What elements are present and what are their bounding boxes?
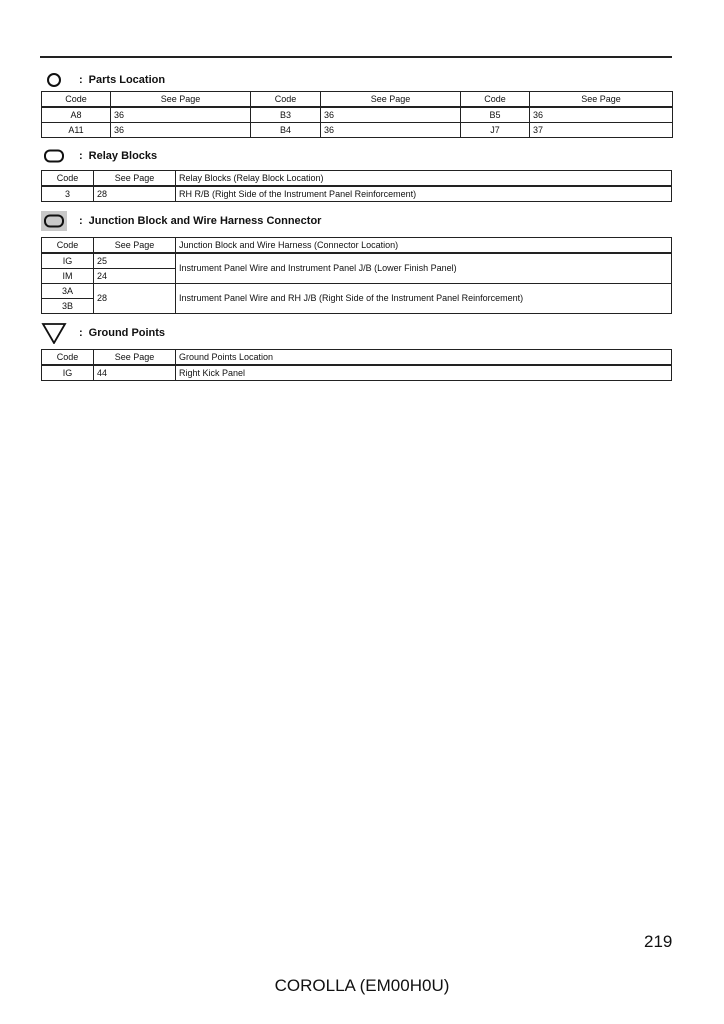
code-cell: IM — [42, 269, 94, 284]
junction-block-heading — [41, 211, 321, 231]
table-row — [42, 186, 672, 202]
page-cell: 36 — [111, 107, 251, 123]
table-header-row — [42, 238, 672, 254]
model-footer: COROLLA (EM00H0U) — [274, 976, 450, 995]
column-header: See Page — [94, 238, 176, 254]
table-row — [42, 253, 672, 269]
code-cell: A8 — [42, 107, 111, 123]
column-header: Code — [251, 92, 321, 108]
circle-icon — [41, 70, 67, 90]
location-cell: Instrument Panel Wire and RH J/B (Right Side of the Instrument Panel Reinforcement) — [176, 284, 672, 314]
code-cell: 3A — [42, 284, 94, 299]
table-header-row — [42, 350, 672, 366]
page-cell: 36 — [321, 123, 461, 138]
column-header: See Page — [94, 171, 176, 187]
heading-colon: : — [79, 150, 83, 162]
code-cell: IG — [42, 365, 94, 381]
page-cell: 28 — [94, 186, 176, 202]
location-cell: Instrument Panel Wire and Instrument Panel J/B (Lower Finish Panel) — [176, 253, 672, 284]
section-title: Relay Blocks — [88, 150, 158, 162]
ground-points-heading — [41, 323, 165, 343]
relay-blocks-table — [41, 170, 672, 202]
column-header: Code — [42, 171, 94, 187]
table-row — [42, 123, 673, 138]
code-cell: IG — [42, 253, 94, 269]
location-cell: Right Kick Panel — [176, 365, 672, 381]
table-row — [42, 365, 672, 381]
page-cell: 36 — [321, 107, 461, 123]
code-cell: A11 — [42, 123, 111, 138]
column-header: Ground Points Location — [176, 350, 672, 366]
code-cell: J7 — [461, 123, 530, 138]
section-title: Parts Location — [88, 74, 166, 86]
column-header: Code — [42, 92, 111, 108]
column-header: See Page — [321, 92, 461, 108]
code-cell: B4 — [251, 123, 321, 138]
column-header: Code — [461, 92, 530, 108]
code-cell: 3 — [42, 186, 94, 202]
top-rule — [40, 56, 672, 58]
junction-block-table — [41, 237, 672, 314]
page-cell: 36 — [111, 123, 251, 138]
heading-colon: : — [79, 215, 83, 227]
table-header-row — [42, 171, 672, 187]
location-cell: RH R/B (Right Side of the Instrument Panel Reinforcement) — [176, 186, 672, 202]
inverted-triangle-icon — [41, 323, 67, 343]
heading-colon: : — [79, 327, 83, 339]
code-cell: B3 — [251, 107, 321, 123]
page-cell: 25 — [94, 253, 176, 269]
code-cell: B5 — [461, 107, 530, 123]
table-row — [42, 284, 672, 299]
relay-blocks-heading — [41, 146, 157, 166]
page-number: 219 — [644, 932, 673, 951]
page-cell: 28 — [94, 284, 176, 314]
rounded-rectangle-icon — [41, 146, 67, 166]
parts-location-table — [41, 91, 673, 138]
table-header-row — [42, 92, 673, 108]
column-header: Code — [42, 350, 94, 366]
section-title: Ground Points — [88, 327, 166, 339]
column-header: See Page — [530, 92, 673, 108]
table-row — [42, 107, 673, 123]
page-cell: 36 — [530, 107, 673, 123]
column-header: See Page — [94, 350, 176, 366]
ground-points-table — [41, 349, 672, 381]
column-header: Junction Block and Wire Harness (Connector Location) — [176, 238, 672, 254]
code-cell: 3B — [42, 299, 94, 314]
column-header: See Page — [111, 92, 251, 108]
parts-location-heading — [41, 70, 165, 90]
page-cell: 24 — [94, 269, 176, 284]
column-header: Code — [42, 238, 94, 254]
page-cell: 37 — [530, 123, 673, 138]
column-header: Relay Blocks (Relay Block Location) — [176, 171, 672, 187]
shaded-rounded-rectangle-icon — [41, 211, 67, 231]
heading-colon: : — [79, 74, 83, 86]
section-title: Junction Block and Wire Harness Connector — [88, 215, 322, 227]
page-cell: 44 — [94, 365, 176, 381]
